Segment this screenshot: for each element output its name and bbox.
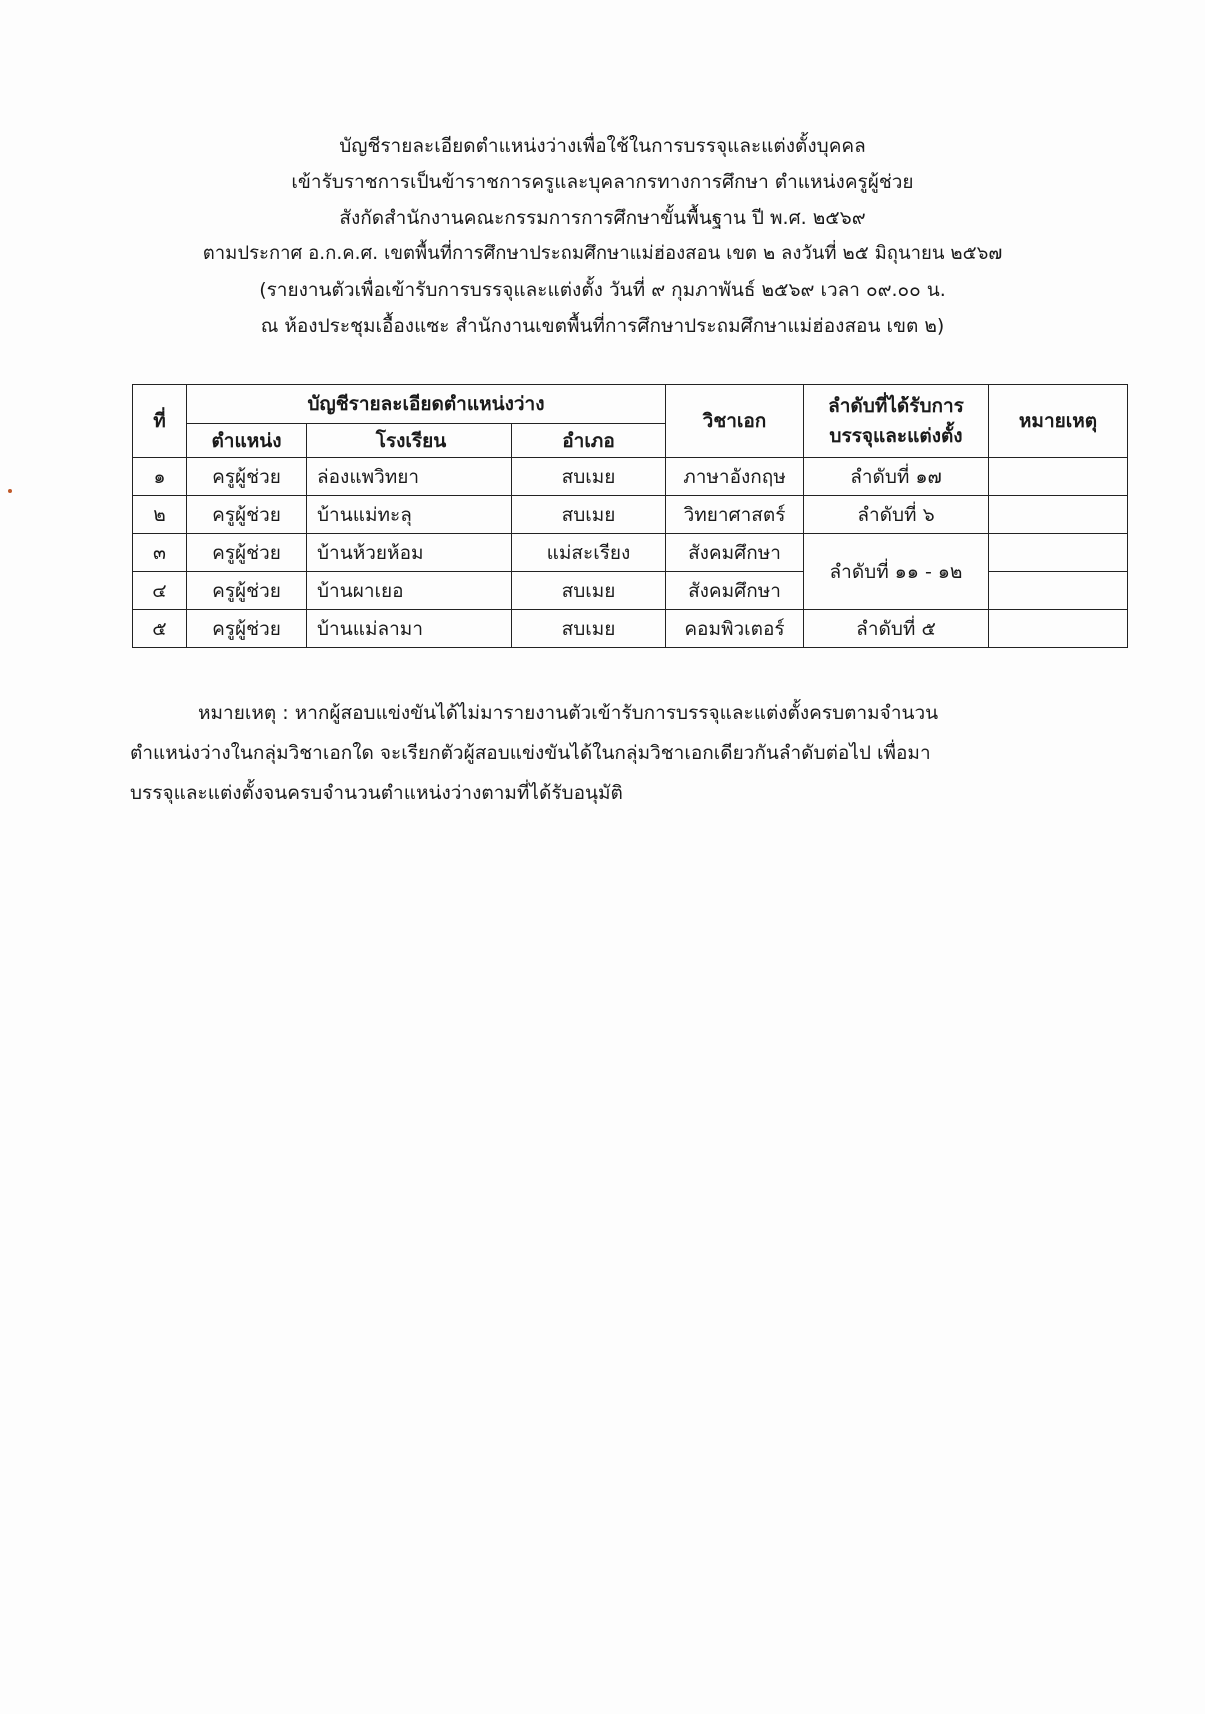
header-district: อำเภอ <box>512 424 666 458</box>
header-remark: หมายเหตุ <box>989 385 1128 458</box>
header-rank-line2: บรรจุและแต่งตั้ง <box>829 425 963 447</box>
cell-school: บ้านแม่ทะลุ <box>307 496 512 534</box>
cell-rank: ลำดับที่ ๑๗ <box>804 458 989 496</box>
note-label: หมายเหตุ : <box>198 702 289 724</box>
cell-rank-merged: ลำดับที่ ๑๑ - ๑๒ <box>804 534 989 610</box>
note-line-2: ตำแหน่งว่างในกลุ่มวิชาเอกใด จะเรียกตัวผู้สอบแข่งขันได้ในกลุ่มวิชาเอกเดียวกันลำดับต่อไป เพื่อมา <box>130 742 931 764</box>
cell-school: บ้านห้วยห้อม <box>307 534 512 572</box>
cell-school: บ้านแม่ลามา <box>307 610 512 648</box>
cell-position: ครูผู้ช่วย <box>187 610 307 648</box>
header-no: ที่ <box>133 385 187 458</box>
cell-district: สบเมย <box>512 496 666 534</box>
header-line-4: ตามประกาศ อ.ก.ค.ศ. เขตพื้นที่การศึกษาประถมศึกษาแม่ฮ่องสอน เขต ๒ ลงวันที่ ๒๕ มิถุนายน ๒๕๖๗ <box>202 243 1003 264</box>
cell-major: สังคมศึกษา <box>666 572 804 610</box>
cell-remark <box>989 534 1128 572</box>
note-line-3: บรรจุและแต่งตั้งจนครบจำนวนตำแหน่งว่างตามที่ได้รับอนุมัติ <box>130 782 623 804</box>
header-line-5: (รายงานตัวเพื่อเข้ารับการบรรจุและแต่งตั้ง วันที่ ๙ กุมภาพันธ์ ๒๕๖๙ เวลา ๐๙.๐๐ น. <box>259 279 946 301</box>
table-row <box>133 496 1128 534</box>
cell-position: ครูผู้ช่วย <box>187 458 307 496</box>
cell-no: ๒ <box>133 496 187 534</box>
cell-position: ครูผู้ช่วย <box>187 534 307 572</box>
cell-no: ๕ <box>133 610 187 648</box>
cell-district: สบเมย <box>512 610 666 648</box>
cell-district: สบเมย <box>512 458 666 496</box>
header-line-3: สังกัดสำนักงานคณะกรรมการการศึกษาขั้นพื้นฐาน ปี พ.ศ. ๒๕๖๙ <box>339 207 866 229</box>
cell-district: แม่สะเรียง <box>512 534 666 572</box>
cell-school: บ้านผาเยอ <box>307 572 512 610</box>
cell-major: สังคมศึกษา <box>666 534 804 572</box>
scan-artifact-dot <box>8 489 12 493</box>
cell-no: ๓ <box>133 534 187 572</box>
header-line-1: บัญชีรายละเอียดตำแหน่งว่างเพื่อใช้ในการบรรจุและแต่งตั้งบุคคล <box>339 135 866 157</box>
cell-rank: ลำดับที่ ๕ <box>804 610 989 648</box>
vacancy-table <box>132 384 1128 648</box>
header-position: ตำแหน่ง <box>187 424 307 458</box>
note-line-1 <box>130 693 1090 733</box>
table-row <box>133 610 1128 648</box>
header-rank <box>804 385 989 458</box>
document-header <box>0 128 1205 344</box>
header-school: โรงเรียน <box>307 424 512 458</box>
cell-major: วิทยาศาสตร์ <box>666 496 804 534</box>
header-line-6: ณ ห้องประชุมเอื้องแซะ สำนักงานเขตพื้นที่การศึกษาประถมศึกษาแม่ฮ่องสอน เขต ๒) <box>260 315 945 337</box>
cell-rank: ลำดับที่ ๖ <box>804 496 989 534</box>
cell-no: ๑ <box>133 458 187 496</box>
header-line-2: เข้ารับราชการเป็นข้าราชการครูและบุคลากรทางการศึกษา ตำแหน่งครูผู้ช่วย <box>291 171 914 193</box>
header-major: วิชาเอก <box>666 385 804 458</box>
cell-position: ครูผู้ช่วย <box>187 572 307 610</box>
cell-no: ๔ <box>133 572 187 610</box>
cell-remark <box>989 572 1128 610</box>
table-row <box>133 458 1128 496</box>
cell-major: คอมพิวเตอร์ <box>666 610 804 648</box>
cell-major: ภาษาอังกฤษ <box>666 458 804 496</box>
cell-remark <box>989 458 1128 496</box>
cell-school: ล่องแพวิทยา <box>307 458 512 496</box>
cell-district: สบเมย <box>512 572 666 610</box>
remark-note <box>130 693 1090 813</box>
header-vacancy-group: บัญชีรายละเอียดตำแหน่งว่าง <box>187 385 666 424</box>
cell-position: ครูผู้ช่วย <box>187 496 307 534</box>
table-row <box>133 534 1128 572</box>
cell-remark <box>989 496 1128 534</box>
cell-remark <box>989 610 1128 648</box>
header-rank-line1: ลำดับที่ได้รับการ <box>828 395 964 417</box>
note-text-1: หากผู้สอบแข่งขันได้ไม่มารายงานตัวเข้ารับการบรรจุและแต่งตั้งครบตามจำนวน <box>294 702 939 724</box>
